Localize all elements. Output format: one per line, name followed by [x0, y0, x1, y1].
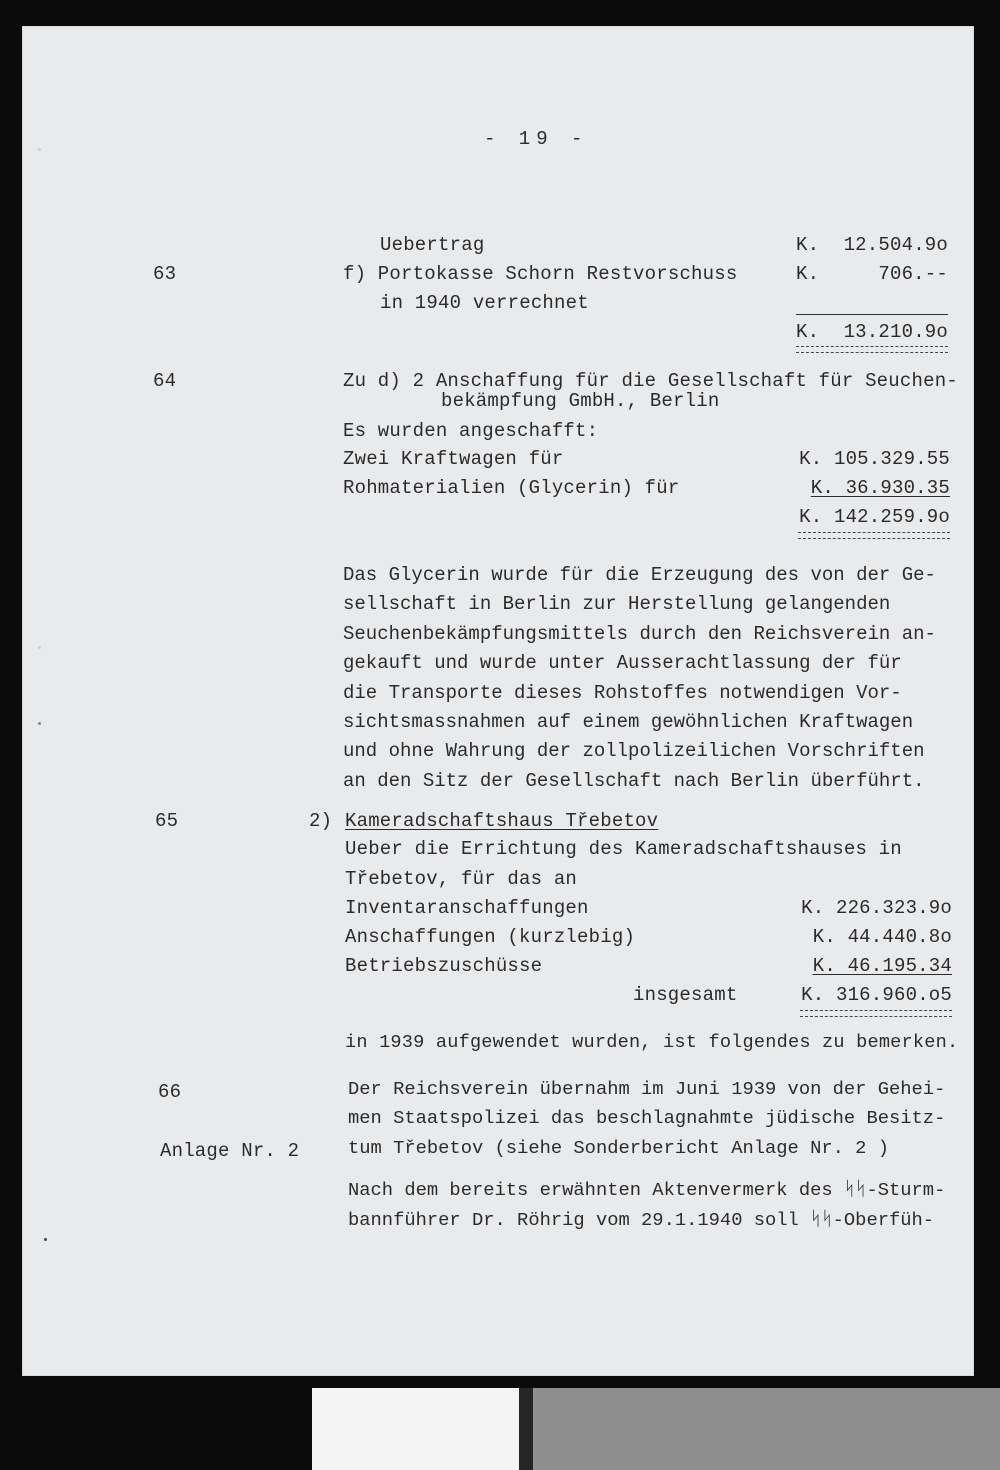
kurzlebig-label: Anschaffungen (kurzlebig)	[345, 926, 636, 948]
scan-artifact	[38, 148, 41, 151]
anlage-reference: Anlage Nr. 2	[160, 1140, 300, 1162]
item-65-closing: in 1939 aufgewendet wurden, ist folgendes zu bemerken.	[345, 1032, 959, 1053]
sum-rule	[796, 314, 948, 315]
scan-artifact	[38, 646, 41, 649]
double-underline	[798, 532, 950, 539]
glycerin-label: Rohmaterialien (Glycerin) für	[343, 477, 680, 499]
scan-artifact	[38, 722, 41, 725]
total-currency: K.	[796, 321, 820, 343]
glycerin-amount: K. 36.930.35	[810, 477, 950, 499]
page-number: - 19 -	[484, 128, 589, 150]
paragraph-number-65: 65	[155, 810, 179, 832]
item-64-heading-cont: bekämpfung GmbH., Berlin	[441, 390, 720, 412]
inventar-label: Inventaranschaffungen	[345, 897, 589, 919]
item-65-line2: Třebetov, für das an	[345, 868, 578, 890]
paragraph-number-64: 64	[153, 370, 177, 392]
kraftwagen-amount: K. 105.329.55	[799, 448, 950, 470]
kraftwagen-label: Zwei Kraftwagen für	[343, 448, 564, 470]
glycerin-paragraph	[343, 561, 936, 796]
text-line: Das Glycerin wurde für die Erzeugung des von der Ge-	[343, 564, 936, 586]
inventar-amount: K. 226.323.9o	[801, 897, 952, 919]
insgesamt-amount: K. 316.960.o5	[801, 984, 952, 1006]
aktenvermerk-paragraph	[348, 1175, 945, 1235]
double-underline	[796, 346, 948, 353]
total-amount: 13.210.9o	[843, 321, 948, 343]
double-underline	[800, 1010, 952, 1017]
text-line: Nach dem bereits erwähnten Aktenvermerk des ᛋᛋ-Sturm-	[348, 1179, 946, 1201]
text-line: bannführer Dr. Röhrig vom 29.1.1940 soll ᛋᛋ-Oberfüh-	[348, 1209, 935, 1231]
kurzlebig-amount: K. 44.440.8o	[812, 926, 952, 948]
item-64-total-amount: K. 142.259.9o	[799, 506, 950, 528]
item-64-intro: Es wurden angeschafft:	[343, 420, 599, 442]
reichsverein-paragraph	[348, 1075, 945, 1163]
text-line: sellschaft in Berlin zur Herstellung gelangenden	[343, 593, 891, 616]
portokasse-currency: K.	[796, 263, 820, 285]
text-line: gekauft und wurde unter Ausserachtlassung der für	[343, 652, 902, 675]
text-line: Der Reichsverein übernahm im Juni 1939 von der Gehei-	[348, 1078, 946, 1100]
item-65-line1: Ueber die Errichtung des Kameradschaftshauses in	[345, 838, 902, 860]
item-64-heading: Zu d) 2 Anschaffung für die Gesellschaft für Seuchen-	[343, 370, 958, 392]
insgesamt-label: insgesamt	[633, 984, 738, 1006]
carry-amount: 12.504.9o	[843, 234, 948, 256]
item-65-marker: 2)	[309, 810, 333, 832]
calibration-patch-dark	[519, 1388, 533, 1470]
portokasse-label-cont: in 1940 verrechnet	[380, 292, 589, 314]
paragraph-number-66: 66	[158, 1081, 182, 1103]
portokasse-amount: 706.--	[878, 263, 948, 285]
text-line: an den Sitz der Gesellschaft nach Berlin überführt.	[343, 769, 925, 792]
carry-currency: K.	[796, 234, 820, 256]
portokasse-label: f) Portokasse Schorn Restvorschuss	[343, 263, 738, 285]
calibration-patch-white	[312, 1388, 519, 1470]
text-line: sichtsmassnahmen auf einem gewöhnlichen Kraftwagen	[343, 711, 914, 734]
carry-label: Uebertrag	[380, 234, 485, 256]
text-line: Seuchenbekämpfungsmittels durch den Reichsverein an-	[343, 622, 936, 645]
text-line: und ohne Wahrung der zollpolizeilichen Vorschriften	[343, 740, 925, 763]
text-line: die Transporte dieses Rohstoffes notwendigen Vor-	[343, 681, 902, 704]
calibration-patch-gray	[533, 1388, 1000, 1470]
scan-artifact	[44, 1238, 47, 1241]
betrieb-amount: K. 46.195.34	[812, 955, 952, 977]
paragraph-number-63: 63	[153, 263, 177, 285]
item-65-heading: Kameradschaftshaus Třebetov	[345, 810, 659, 832]
text-line: men Staatspolizei das beschlagnahmte jüdische Besitz-	[348, 1107, 946, 1130]
text-line: tum Třebetov (siehe Sonderbericht Anlage Nr. 2 )	[348, 1136, 889, 1159]
betrieb-label: Betriebszuschüsse	[345, 955, 543, 977]
